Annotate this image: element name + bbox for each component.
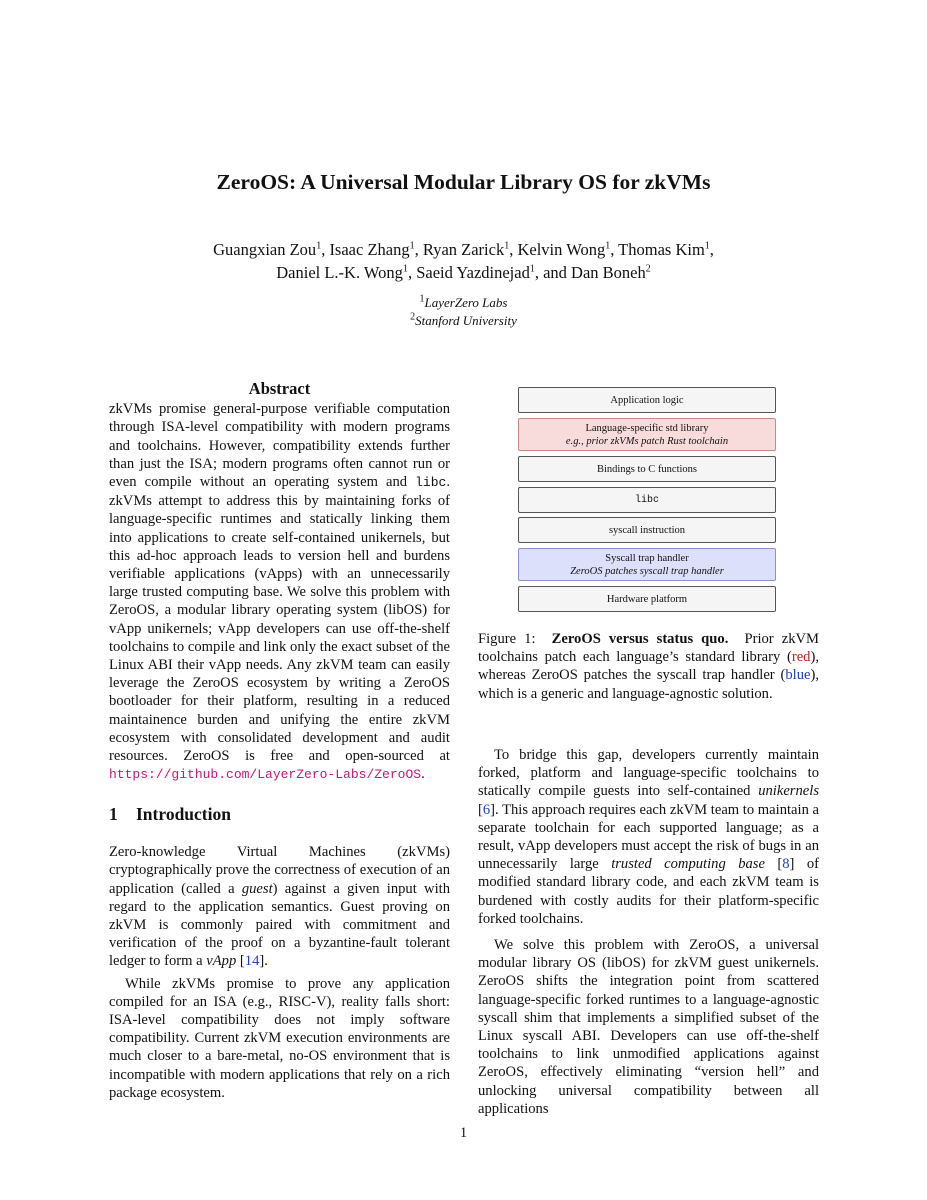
author: Guangxian Zou (213, 240, 317, 259)
author-line-2: Daniel L.-K. Wong$^1$, Saeid Yazdinejad$^1$, and Dan Boneh$^2$ (276, 263, 651, 282)
paragraph: We solve this problem with ZeroOS, a universal modular library OS (libOS) for zkVM guest unikernels. ZeroOS shifts the integration point from scattered language-specific forked runtimes to a language-agnostic syscall shim that implements a simplified subset of the Linux syscall ABI. Developers can use off-the-shelf toolchains to link unmodified applications against ZeroOS, effectively eliminating “version hell” and unlocking universal compatibility between all applications (478, 937, 819, 1117)
repo-link[interactable]: https://github.com/LayerZero-Labs/ZeroOS (109, 767, 422, 783)
citation-link[interactable]: 8 (782, 856, 790, 873)
abstract (109, 380, 450, 784)
section-introduction (109, 805, 450, 1102)
author-line-1: Guangxian Zou$^1$, Isaac Zhang$^1$, Ryan Zarick$^1$, Kelvin Wong$^1$, Thomas Kim$^1$, (213, 240, 714, 259)
paragraph: Zero-knowledge Virtual Machines (zkVMs) cryptographically prove the correctness of execution of an application (called a guest) against a given input with regard to the application semantics. Guest proving on zkVM is commonly paired with commitment and verification of the proof on a byzantine-fault tolerant ledger to form a vApp [14]. (109, 844, 450, 970)
page-number: 1 (459, 1125, 468, 1141)
citation-link[interactable]: 14 (244, 953, 260, 970)
layer-c-bindings: Bindings to C functions (518, 456, 776, 482)
affiliation: $^1$LayerZero Labs (419, 293, 508, 310)
citation-link[interactable]: 6 (482, 801, 491, 818)
author: Saeid Yazdinejad (416, 263, 530, 282)
author: Isaac Zhang (329, 240, 410, 259)
layer-syscall-instruction: syscall instruction (518, 517, 776, 543)
layer-libc: libc (518, 487, 776, 513)
author: Dan Boneh (571, 263, 646, 282)
author: Daniel L.-K. Wong (276, 263, 403, 282)
author-list (0, 238, 927, 284)
paragraph: To bridge this gap, developers currently maintain forked, platform and language-specific toolchains to statically compile guests into self-contained unikernels [6]. This approach requires each zkVM team to maintain a separate toolchain for each supported language; as a result, vApp developers must accept the risk of bugs in an unnecessarily large trusted computing base [8] of modified standard library code, and each zkVM team is burdened with costly audits for their platform-specific forked toolchains. (478, 747, 820, 927)
layer-syscall-trap-handler: Syscall trap handler ZeroOS patches syscall trap handler (518, 548, 776, 581)
figure-1-caption: Figure 1: ZeroOS versus status quo. Prior zkVM toolchains patch each language’s standard library (red), whereas ZeroOS patches the syscall trap handler (blue), which is a generic and language-agnostic solution. (478, 631, 820, 702)
section-heading: 1 Introduction (109, 804, 231, 824)
layer-application-logic: Application logic (518, 387, 776, 413)
author: Kelvin Wong (517, 240, 606, 259)
layer-hardware-platform: Hardware platform (518, 586, 776, 612)
abstract-text: zkVMs promise general-purpose verifiable computation through ISA-level compatibility with modern programs and toolchains. However, compatibility extends further than just the ISA; modern programs often cannot run or even compile without an operating system and libc. zkVMs attempt to address this by maintaining forks of language-specific runtimes and statically linking them into applications to create self-contained unikernels, but this ad-hoc approach leads to version hell and burdens verifiable applications (vApps) with an unnecessarily large trusted computing base. We solve this problem with ZeroOS, a modular library operating system (libOS) for vApp unikernels; vApp developers can use off-the-shelf toolchains to compile and link only the exact subset of the Linux ABI their vApp needs. Any zkVM team can easily leverage the ZeroOS ecosystem by writing a ZeroOS bootloader for their platform, resulting in a reduced maintainence burden and unifying the entire zkVM ecosystem with consolidated development and audit resources. ZeroOS is free and open-sourced at https://github.com/LayerZero-Labs/ZeroOS. (109, 401, 450, 783)
paper-title: ZeroOS: A Universal Modular Library OS for zkVMs (216, 170, 711, 194)
right-column-text (478, 746, 819, 1118)
author: Ryan Zarick (422, 240, 505, 259)
affiliation: $^2$Stanford University (410, 311, 517, 328)
abstract-heading: Abstract (248, 379, 311, 398)
paragraph: While zkVMs promise to prove any application compiled for an ISA (e.g., RISC-V), reality falls short: ISA-level compatibility does not imply software compatibility. Current zkVM execution environments are much closer to a bare-metal, no-OS environment that is incompatible with modern applications that rely on a rich package ecosystem. (109, 975, 450, 1101)
author: Thomas Kim (618, 240, 705, 259)
layer-std-library: Language-specific std library e.g., prior zkVMs patch Rust toolchain (518, 418, 776, 451)
affiliations (0, 294, 927, 330)
